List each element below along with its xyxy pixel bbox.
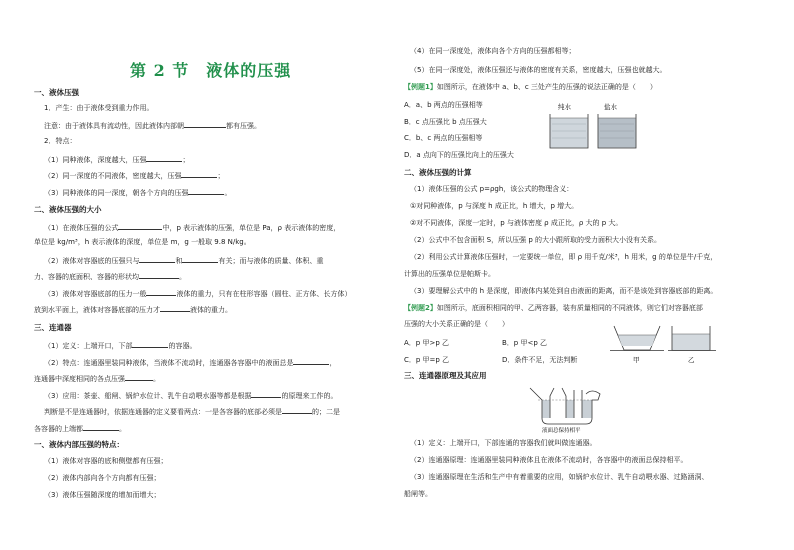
option-a: A．a、b 两点的压强相等 (404, 101, 483, 109)
blank (182, 255, 218, 263)
text-line: 1．产生：由于液体受到重力作用。 (44, 104, 154, 112)
text-line: （3）液体对容器底部的压力一般 液体的重力，只有在柱形容器（圆柱、正方体、长方体） (44, 290, 352, 298)
text-line: （2）液体内部向各个方向都有压强； (44, 474, 161, 482)
text-line: （1）定义：上端开口，下部连通的容器我们就叫做连通器。 (410, 439, 597, 447)
text-line: （3）应用：茶壶、船闸、锅炉水位计、乳牛自动喂水器等都是根据 的原理来工作的。 (44, 392, 338, 400)
container-yi (668, 326, 716, 351)
blank (139, 271, 179, 279)
text-line: （4）在同一深度处，液体向各个方向的压强都相等； (410, 47, 576, 55)
text-line: （2）连通器原理：连通器里装同种液体且在液体不流动时，各容器中的液面总保持相平。 (410, 456, 688, 464)
blank (293, 357, 329, 365)
example-tag: 【例题1】 (404, 83, 437, 91)
blank (83, 423, 119, 431)
blank (118, 222, 162, 230)
text-line: （1）液体压强的公式 p=ρgh，该公式的物理含义： (410, 185, 574, 193)
text-line: （2）液体对容器底的压强只与 和 有关；而与液体的质量、体积、重 (44, 257, 324, 265)
blank (282, 406, 312, 414)
text-line: ②对不同液体，深度一定时，p 与液体密度 ρ 成正比，ρ 大的 p 大。 (410, 219, 623, 227)
fig-label-salt-water: 盐水 (604, 103, 617, 111)
option-d: D．条件不足，无法判断 (502, 356, 578, 364)
text-line: （1）定义：上端开口，下部 的容器。 (44, 342, 197, 350)
blank (132, 340, 168, 348)
text-line: 2．特点： (44, 137, 77, 145)
text-line: （3）要理解公式中的 h 是深度，即液体内某处到自由液面的距离，而不是该处到容器底部的距离。 (410, 287, 718, 295)
blank (251, 390, 281, 398)
beaker-right (598, 114, 636, 148)
text-line: 各容器的上端都 。 (34, 425, 126, 433)
blank (160, 304, 190, 312)
section-heading: 二、液体压强的计算 (404, 168, 472, 177)
example-tag: 【例题2】 (404, 304, 437, 312)
option-c: C．p 甲=p 乙 (404, 356, 450, 364)
text-line: 力、容器的底面积、容器的形状均 。 (34, 273, 186, 281)
text-line: （3）连通器原理在生活和生产中有着重要的应用，如锅炉水位计、乳牛自动喂水器、过路涵洞、 (410, 473, 709, 481)
text-line: 放到水平面上，液体对容器底部的压力才 液体的重力。 (34, 306, 232, 314)
option-b: B．p 甲<p 乙 (502, 339, 548, 347)
section-heading: 二、液体压强的大小 (34, 205, 102, 214)
example-1-question: 【例题1】如图所示，在液体中 a、b、c 三处产生的压强的说法正确的是（ ） (404, 83, 657, 91)
text-line: 注意：由于液体具有流动性，因此液体内部朝 都有压强。 (44, 122, 261, 130)
text-line: （3）同种液体的同一深度，朝各个方向的压强 。 (44, 189, 232, 197)
fig-label-yi: 乙 (688, 356, 695, 364)
option-c: C．b、c 两点的压强相等 (404, 134, 483, 142)
text-line: （5）在同一深度处，液体压强还与液体的密度有关系，密度越大，压强也就越大。 (410, 66, 667, 74)
option-a: A．p 甲>p 乙 (404, 339, 449, 347)
blank (146, 288, 176, 296)
text-line: （2）利用公式计算液体压强时，一定要统一单位，即 ρ 用千克/米³，h 用米，g 的单位是牛/千克， (410, 253, 718, 261)
text-line: 单位是 kg/m³，h 表示液体的深度，单位是 m，g 一般取 9.8 N/kg。 (34, 238, 251, 246)
blank (125, 373, 153, 381)
text-line: （1）液体对容器的底和侧壁都有压强； (44, 457, 168, 465)
container-jia (610, 326, 664, 351)
blank (188, 187, 224, 195)
text-line: （3）液体压强随深度的增加而增大； (44, 491, 161, 499)
page-title: 第 2 节 液体的压强 (130, 61, 292, 80)
beaker-left (550, 114, 588, 148)
text-line: 计算出的压强单位是帕斯卡。 (404, 270, 495, 278)
text-line: 连通器中深度相同的各点压强 。 (34, 375, 160, 383)
section-heading: 一、液体内部压强的特点： (34, 440, 124, 449)
containers-figure (610, 320, 720, 366)
option-b: B．c 点压强比 b 点压强大 (404, 118, 487, 126)
communicating-vessels-figure (524, 384, 610, 434)
blank (181, 170, 217, 178)
text-line: 压强的大小关系正确的是（ ） (404, 320, 509, 328)
text-line: （2）特点：连通器里装同种液体，当液体不流动时，连通器各容器中的液面总是 ， (44, 359, 337, 367)
fig-caption: 液面总保持相平 (542, 428, 581, 434)
text-line: （2）同一深度的不同液体，密度越大，压强 ； (44, 172, 225, 180)
blank (184, 120, 226, 128)
section-heading: 三、连通器原理及其应用 (404, 371, 487, 380)
option-d: D．a 点向下的压强比向上的压强大 (404, 151, 514, 159)
blank (139, 255, 175, 263)
text-line: 船闸等。 (404, 490, 432, 498)
text-line: （2）公式中不包含面积 S，所以压强 p 的大小跟所取的受力面积大小没有关系。 (410, 236, 662, 244)
blank (146, 154, 182, 162)
fig-label-jia: 甲 (633, 356, 640, 364)
text-line: （1）在液体压强的公式 中，p 表示液体的压强，单位是 Pa，ρ 表示液体的密度， (44, 224, 341, 232)
fig-label-pure-water: 纯水 (558, 103, 571, 111)
text-line: （1）同种液体，深度越大，压强 ； (44, 156, 190, 164)
beakers-figure (546, 100, 642, 152)
section-heading: 三、连通器 (34, 323, 72, 332)
text-line: ①对同种液体，p 与深度 h 成正比，h 增大，p 增大。 (410, 202, 579, 210)
text-line: 判断是不是连通器时，依据连通器的定义要看两点：一是各容器的底部必须是 的；二是 (44, 408, 340, 416)
section-heading: 一、液体压强 (34, 88, 79, 97)
example-2-question: 【例题2】如图所示，底面积相同的甲、乙两容器，装有质量相同的不同液体，则它们对容器底部 (404, 304, 703, 312)
